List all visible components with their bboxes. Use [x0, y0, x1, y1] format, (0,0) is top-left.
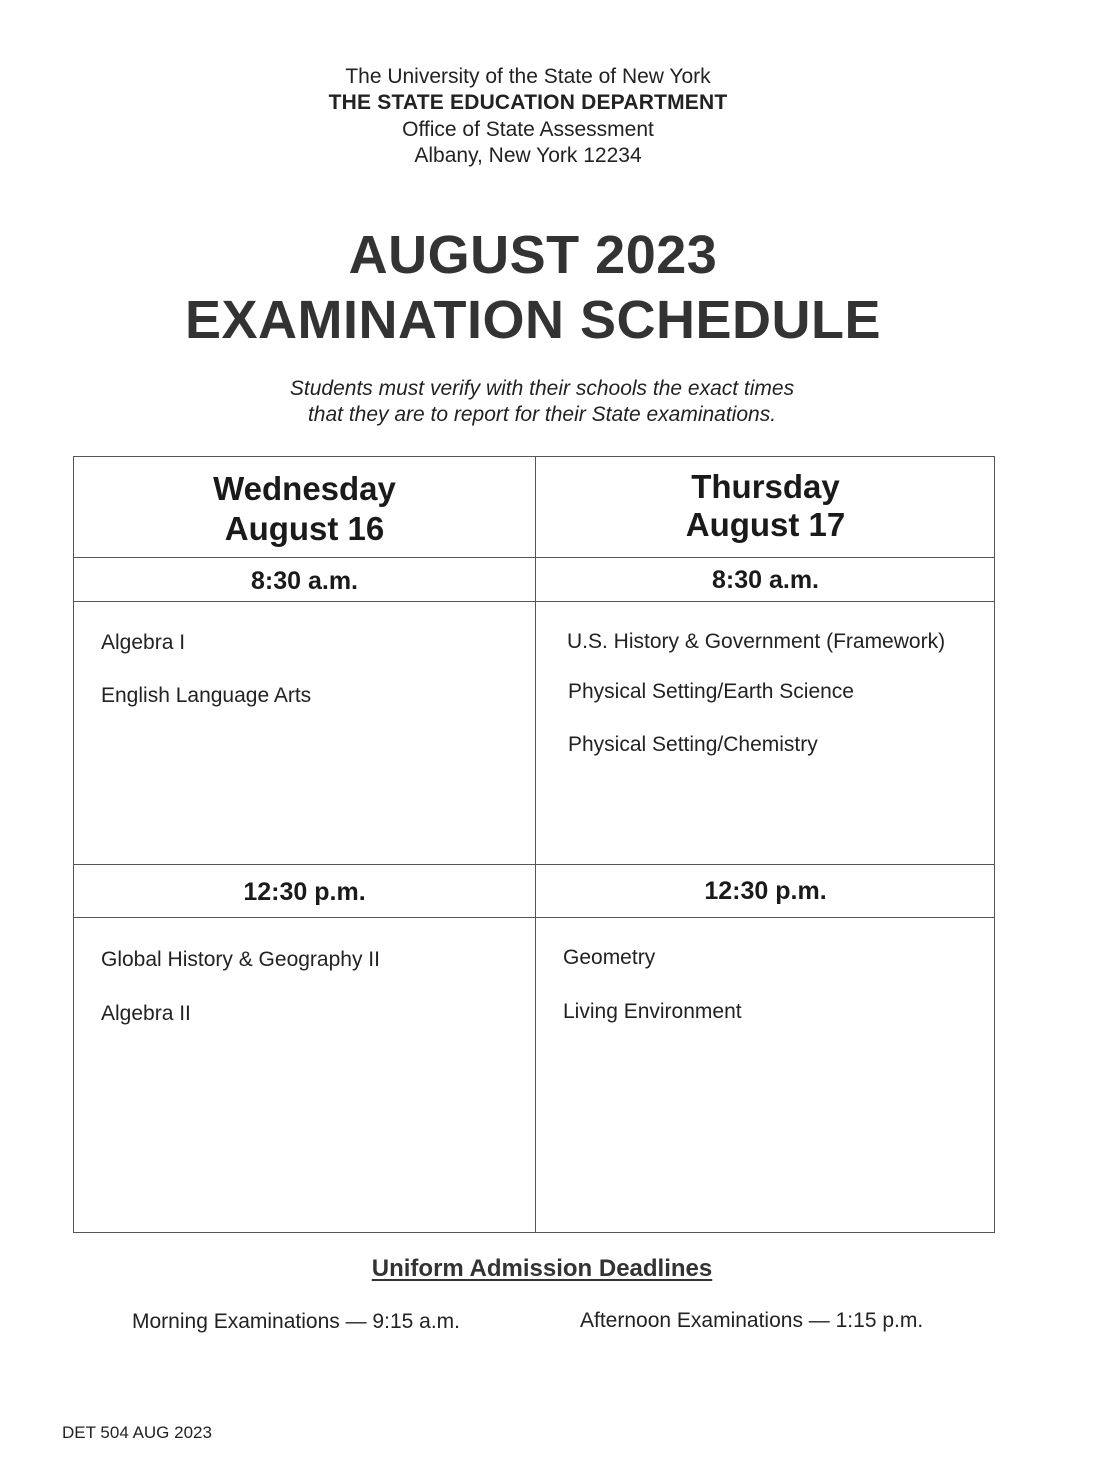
row-divider-morning-exams [74, 864, 994, 865]
day-date-wednesday: August 16 [224, 510, 385, 547]
notice-line-2: that they are to report for their State examinations. [307, 403, 777, 426]
exam-item: Geometry [563, 946, 656, 969]
schedule-table [73, 456, 995, 1233]
deadlines-title: Uniform Admission Deadlines [371, 1255, 713, 1282]
title-schedule: EXAMINATION SCHEDULE [184, 290, 882, 350]
exam-item: Physical Setting/Chemistry [568, 733, 818, 756]
morning-time-thursday: 8:30 a.m. [711, 566, 819, 594]
deadline-morning: Morning Examinations — 9:15 a.m. [132, 1310, 460, 1333]
row-divider-day [74, 557, 994, 558]
afternoon-time-wednesday: 12:30 p.m. [243, 878, 366, 906]
title-month: AUGUST 2023 [348, 225, 718, 285]
exam-item: Algebra I [101, 631, 186, 654]
exam-item: U.S. History & Government (Framework) [567, 630, 946, 653]
row-divider-afternoon-time [74, 917, 994, 918]
morning-time-wednesday: 8:30 a.m. [250, 567, 358, 595]
exam-item: English Language Arts [101, 684, 312, 707]
document-code: DET 504 AUG 2023 [62, 1423, 212, 1442]
header-department: THE STATE EDUCATION DEPARTMENT [328, 91, 728, 114]
row-divider-morning-time [74, 601, 994, 602]
header-address: Albany, New York 12234 [414, 144, 642, 167]
exam-item: Algebra II [101, 1002, 191, 1025]
exam-item: Living Environment [563, 1000, 742, 1023]
header-office: Office of State Assessment [402, 118, 654, 141]
exam-item: Global History & Geography II [101, 948, 380, 971]
notice-line-1: Students must verify with their schools the exact times [289, 377, 795, 400]
deadline-afternoon: Afternoon Examinations — 1:15 p.m. [580, 1309, 924, 1332]
exam-item: Physical Setting/Earth Science [568, 680, 854, 703]
day-weekday-thursday: Thursday [691, 468, 840, 505]
day-date-thursday: August 17 [685, 506, 846, 543]
afternoon-time-thursday: 12:30 p.m. [704, 877, 827, 905]
header-university: The University of the State of New York [345, 65, 711, 88]
day-weekday-wednesday: Wednesday [213, 470, 396, 507]
